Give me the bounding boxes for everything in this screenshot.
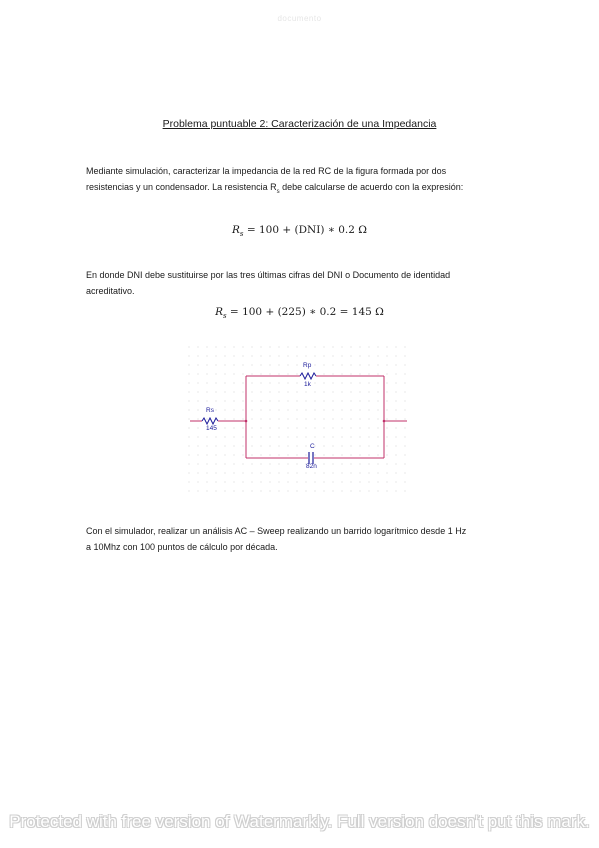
eq1-lhs: R xyxy=(232,224,240,236)
intro-line-2b: debe calcularse de acuerdo con la expresión: xyxy=(279,181,464,192)
equation-numeric xyxy=(0,306,599,320)
equation-general xyxy=(0,224,599,238)
sweep-paragraph xyxy=(86,524,526,555)
c-label: C xyxy=(310,443,315,450)
watermark-text: Protected with free version of Watermarkly. Full version doesn't put this mark. xyxy=(9,812,590,831)
rc-circuit-diagram xyxy=(188,346,413,496)
rs-label: Rs xyxy=(206,407,214,414)
intro-subscript: s xyxy=(276,188,280,195)
eq2-lhs-sub: s xyxy=(223,312,227,321)
c-value: 82n xyxy=(306,463,317,470)
eq2-rhs: = 100 + (225) ∗ 0.2 = 145 Ω xyxy=(226,306,384,318)
eq1-rhs: = 100 + (DNI) ∗ 0.2 Ω xyxy=(243,224,367,236)
dni-line-1: En donde DNI debe sustituirse por las tres últimas cifras del DNI o Documento de identidad xyxy=(86,270,451,280)
rp-value: 1k xyxy=(304,381,311,388)
eq2-lhs: R xyxy=(215,306,223,318)
header-mark: documento xyxy=(277,14,322,23)
page-title: Problema puntuable 2: Caracterización de una Impedancia xyxy=(162,118,437,130)
intro-line-1: Mediante simulación, caracterizar la impedancia de la red RC de la figura formada por dos xyxy=(86,166,447,176)
eq1-lhs-sub: s xyxy=(239,230,244,239)
sweep-line-2: a 10Mhz con 100 puntos de cálculo por década. xyxy=(86,541,278,552)
dni-line-2: acreditativo. xyxy=(86,285,135,296)
rp-label: Rp xyxy=(303,362,312,369)
schematic-grid xyxy=(188,346,413,494)
sweep-line-1: Con el simulador, realizar un análisis AC – Sweep realizando un barrido logarítmico desde 1 Hz xyxy=(86,526,467,536)
dni-paragraph xyxy=(86,268,526,299)
rs-value: 145 xyxy=(206,425,217,432)
intro-line-2a: resistencias y un condensador. La resistencia R xyxy=(86,181,277,192)
intro-paragraph xyxy=(86,164,526,200)
